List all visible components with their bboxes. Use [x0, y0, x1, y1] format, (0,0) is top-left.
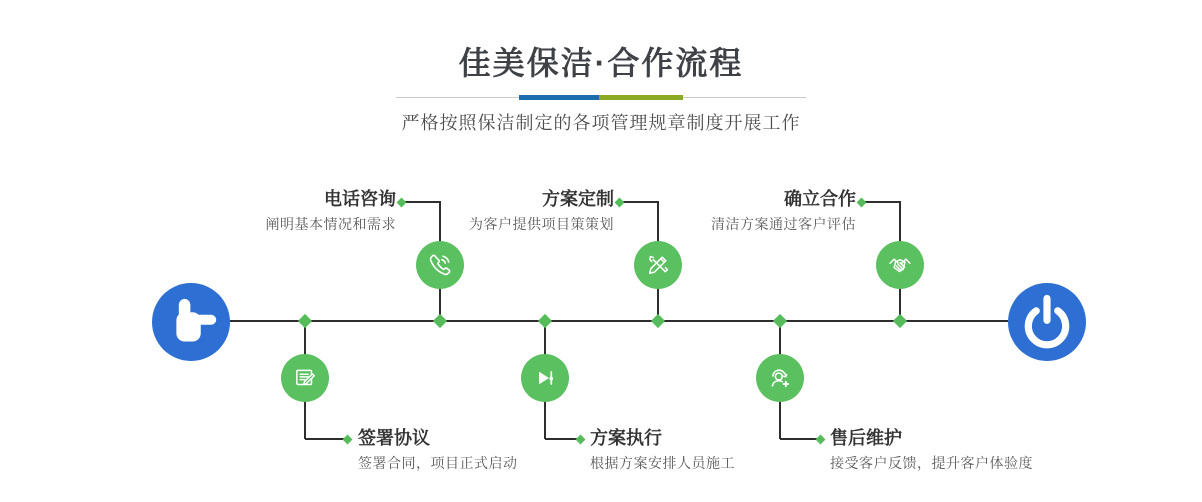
phone-icon [427, 252, 453, 278]
page-title: 佳美保洁·合作流程 [458, 45, 744, 81]
play-icon [532, 365, 558, 391]
connector-line [864, 201, 900, 203]
step-desc: 为客户提供项目策策划 [469, 216, 614, 232]
end-node [1008, 283, 1086, 361]
step-node [634, 241, 682, 289]
divider-green-segment [599, 95, 683, 100]
title-divider [396, 95, 806, 100]
diamond-marker [298, 314, 312, 328]
step-title: 售后维护 [830, 428, 902, 448]
diamond-marker [343, 435, 353, 445]
start-node [152, 283, 230, 361]
pointing-hand-icon [152, 283, 230, 361]
diamond-marker [615, 198, 625, 208]
step-desc: 阐明基本情况和需求 [265, 216, 396, 232]
document-pen-icon [292, 365, 318, 391]
step-node [756, 354, 804, 402]
step-label [414, 188, 614, 233]
step-node [876, 241, 924, 289]
step-desc: 接受客户反馈，提升客户体验度 [830, 455, 1033, 471]
step-desc: 根据方案安排人员施工 [590, 455, 735, 471]
page-subtitle: 严格按照保洁制定的各项管理规章制度开展工作 [401, 113, 801, 133]
step-label [830, 427, 1080, 472]
step-label [656, 188, 856, 233]
diamond-marker [433, 314, 447, 328]
step-title: 电话咨询 [324, 189, 396, 209]
diamond-marker [397, 198, 407, 208]
step-label [590, 427, 820, 472]
step-desc: 签署合同，项目正式启动 [358, 455, 518, 471]
diamond-marker [651, 314, 665, 328]
step-title: 确立合作 [784, 189, 856, 209]
step-title: 方案执行 [590, 428, 662, 448]
step-title: 签署协议 [358, 428, 430, 448]
diamond-marker [893, 314, 907, 328]
headset-plus-icon [767, 365, 794, 392]
connector-line [622, 201, 658, 203]
connector-line [545, 438, 578, 440]
diamond-marker [857, 198, 867, 208]
power-icon [1008, 283, 1086, 361]
divider-blue-segment [519, 95, 599, 100]
pencil-wrench-icon [645, 252, 671, 278]
diamond-marker [538, 314, 552, 328]
connector-line [305, 438, 345, 440]
step-node [521, 354, 569, 402]
step-title: 方案定制 [542, 189, 614, 209]
step-node [281, 354, 329, 402]
step-label [196, 188, 396, 233]
step-desc: 清洁方案通过客户评估 [711, 216, 856, 232]
diamond-marker [773, 314, 787, 328]
connector-line [780, 438, 818, 440]
step-node [416, 241, 464, 289]
step-label [358, 427, 588, 472]
handshake-icon [886, 251, 914, 279]
timeline [230, 320, 1008, 322]
header [0, 0, 1202, 135]
